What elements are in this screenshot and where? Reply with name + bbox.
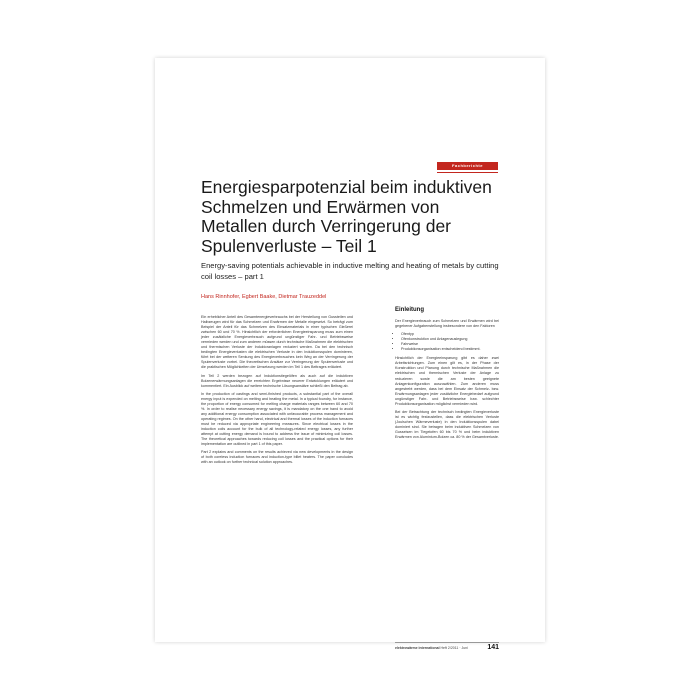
introduction-paragraph: Hinsichtlich der Energieeinsparung gibt es daher zwei Arbeitsrichtungen. Zum einen gilt es, in der Phase der Konstruktion und Planung durch technische Maßnahmen die elektrischen und thermischen Verluste der Anlage zu reduzieren sowie die am besten geeignete Anlagenkonfiguration auszuwählen. Zum anderen muss angestrebt werden, dass bei dem Einsatz der Schmelz- bzw. Erwärmungsanlagen jeder zusätzliche Energiebedarf aufgrund ungünstiger Fahr- und Betriebsweise bzw. schlechter Produktionsorganisation möglichst vermieden wird. [395,356,499,406]
issue-info: Heft 2/2011 · Juni [440,646,468,650]
abstract-en-paragraph: In the production of castings and semi-finished products, a substantial part of the overall energy input is expended on melting and heating the metal. In a typical foundry, for instance, the proportion of energy consumed for melting charge materials ranges between 60 and 70 %. In order to realise necessary energy savings, it is mandatory on the one hand to avoid any additional energy consumption associated with unfavourable process management and operating regimes. On the other hand, electrical and thermal losses of the induction furnaces must be reduced via appropriate engineering measures. Since electrical losses in the induction coils account for the bulk of all technology-related energy losses, any further attempt at cutting energy demand is bound to address the issue of minimizing coil losses. The theoretical approaches towards reducing coil losses and the practical options for their implementation are outlined in part 1 of this paper. [201,391,353,447]
abstract-en-paragraph: Part 2 explains and comments on the results achieved via new developments in the design of both coreless induction furnaces and induction-type billet heaters. The paper concludes with an outlook on further technical solution approaches. [201,450,353,465]
section-rule [437,172,498,173]
document-page [155,58,545,651]
list-item: • Produktionsorganisation entscheidend bestimmt. [401,347,499,352]
list-item: • Ofentyp [401,332,499,337]
factor-list [395,332,499,352]
introduction-column [395,308,499,443]
introduction-paragraph: Der Energieverbrauch zum Schmelzen und Erwärmen wird bei gegebener Aufgabenstellung insbesondere von den Faktoren [395,319,499,329]
section-tag: Fachberichte [437,162,498,170]
article-title: Energiesparpotenzial beim induktiven Schmelzen und Erwärmen von Metallen durch Verringerung der Spulenverluste – Teil 1 [201,177,492,256]
abstract-column [201,315,353,468]
list-item: • Fahrweise [401,342,499,347]
introduction-paragraph: Bei der Betrachtung der technisch bedingten Energieverluste ist es wichtig festzustellen, dass die elektrischen Verluste (Joulschen Wärmeverluste) in den Induktionsspulen dabei dominiert sind. Sie betragen beim induktiven Schmelzen von Gusseisen im Tiegelofen 60 bis 70 % und beim induktiven Erwärmen von Aluminium-Bolzen ca. 80 % der Gesamtverluste. [395,409,499,440]
page-number: 141 [487,644,499,651]
abstract-de-paragraph: Ein erheblicher Anteil des Gesamtenergieverbrauchs bei der Herstellung von Gussteilen und Halbzeugen wird für das Schmelzen und Erwärmen der Metalle eingesetzt. So beträgt zum Beispiel der Anteil für das Schmelzen des Einsatzmaterials in einer typischen Gießerei zwischen 60 und 70 %. Hinsichtlich der erforderlichen Energieeinsparung muss zum einen jeder zusätzliche Energieverbrauch aufgrund ungünstiger Fahr- und Betriebsweise vermieden werden und zum anderen müssen durch technische Maßnahmen die elektrischen und thermischen Verluste der Induktoranlagen reduziert werden. Da bei den technisch bedingten Energieverlusten die elektrischen Verluste in den Induktionsspulen dominieren, führt bei der weiteren Senkung des Energieverbrauches kein Weg an der Verringerung der Spulenverluste vorbei. Die theoretischen Ansätze zur Verringerung der Spulenverluste und die praktischen Möglichkeiten der Umsetzung werden im Teil 1 des Beitrages erläutert. [201,315,353,370]
page-footer [395,642,499,653]
journal-name: elektrowärme international [395,646,440,650]
article-subtitle: Energy-saving potentials achievable in inductive melting and heating of metals by cutting coil losses – part 1 [201,261,499,281]
abstract-de-paragraph: Im Teil 2 werden bezogen auf Induktionstiegelöfen als auch auf die induktiven Bolzenerwärmungsanlagen die erreichten Ergebnisse neuerer Entwicklungen erläutert und kommentiert. Ein Ausblick auf weitere technische Lösungsansätze schließt den Beitrag ab. [201,373,353,388]
list-item: • Ofenkonstruktion und Anlagenauslegung [401,337,499,342]
article-authors: Hans Rinnhofer, Egbert Baake, Dietmar Trauzeddel [201,294,327,300]
introduction-heading: Einleitung [395,307,424,313]
